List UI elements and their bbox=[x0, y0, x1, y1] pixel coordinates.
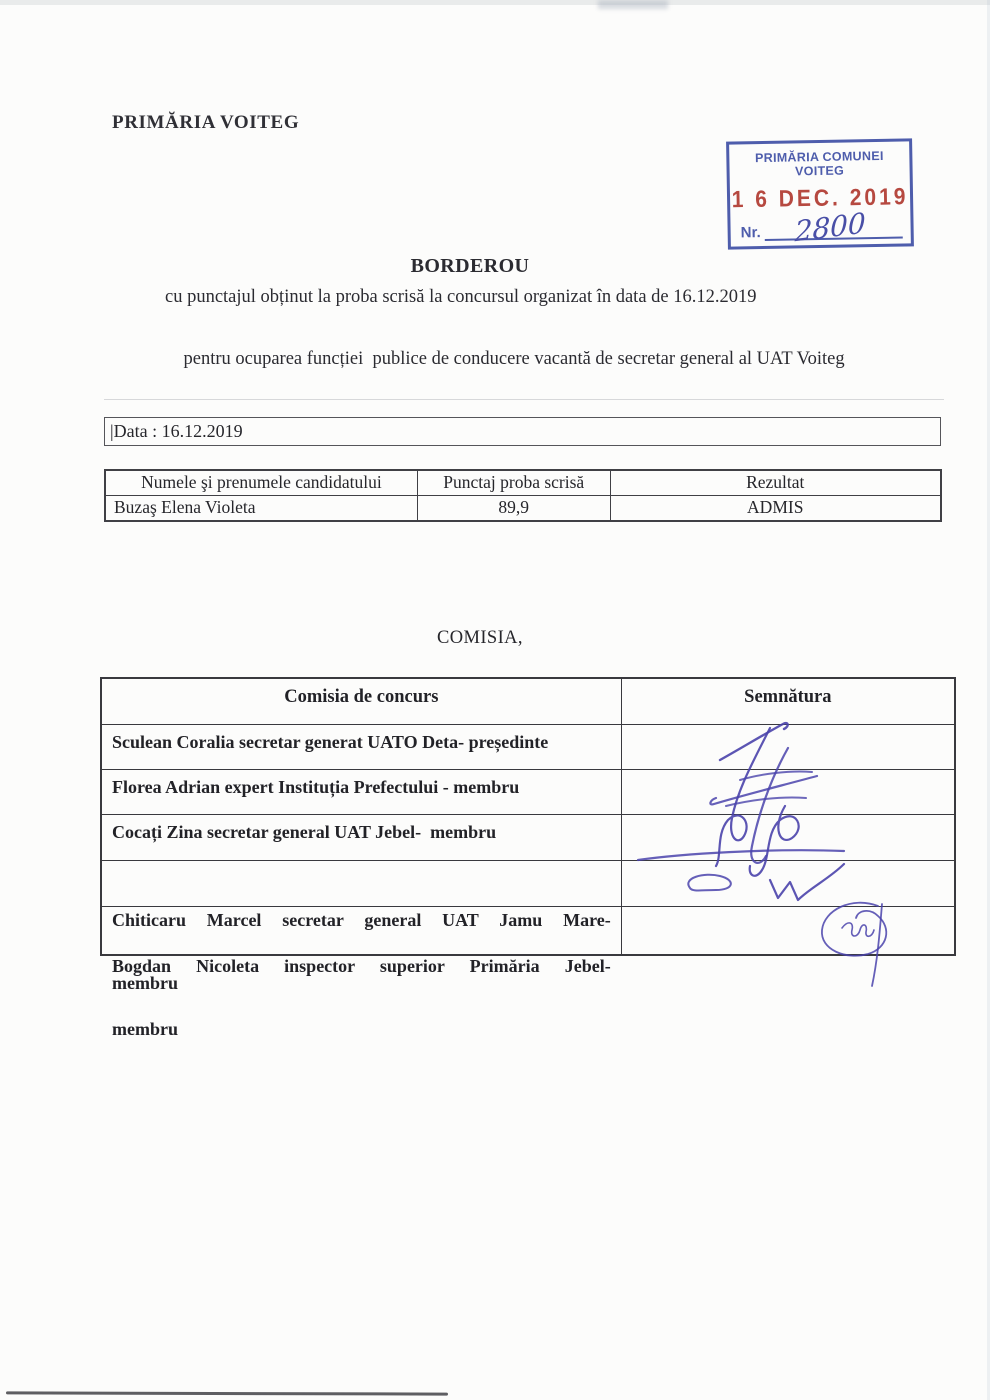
signature-cell-5 bbox=[622, 907, 954, 954]
candidate-result: ADMIS bbox=[747, 497, 804, 517]
candidate-name: Buzaş Elena Violeta bbox=[106, 496, 418, 520]
signature-cell-3 bbox=[622, 815, 954, 860]
registration-stamp bbox=[726, 138, 914, 249]
commission-row-1 bbox=[102, 725, 954, 770]
signature-cell-4 bbox=[622, 861, 954, 906]
signature-cell-1 bbox=[622, 725, 954, 769]
commission-row-2 bbox=[102, 770, 954, 815]
date-box: |Data : 16.12.2019 bbox=[104, 417, 941, 446]
stamp-number-label: Nr. bbox=[740, 224, 761, 242]
results-header-score: Punctaj proba scrisă bbox=[418, 471, 611, 495]
member-4-line-2: membru bbox=[112, 973, 178, 993]
results-table-row bbox=[106, 496, 940, 520]
document-subtitle bbox=[165, 282, 925, 406]
commission-table bbox=[100, 677, 956, 1039]
org-name: PRIMĂRIA VOITEG bbox=[112, 112, 300, 133]
subtitle-line-1: cu punctajul obținut la proba scrisă la concursul organizat în data de 16.12.2019 bbox=[165, 287, 757, 307]
commission-member-3: Cocați Zina secretar general UAT Jebel- membru bbox=[102, 815, 622, 860]
commission-heading: COMISIA, bbox=[437, 628, 523, 648]
stamp-date: 1 6 DEC. 2019 bbox=[731, 184, 909, 213]
member-4-line-1: Chiticaru Marcel secretar general UAT Jamu Mare- bbox=[112, 910, 611, 930]
commission-header-row bbox=[102, 679, 954, 725]
commission-member-2: Florea Adrian expert Instituția Prefectului - membru bbox=[102, 770, 622, 814]
scan-artifact-smudge bbox=[598, 0, 668, 9]
commission-member-1: Sculean Coralia secretar generat UATO Deta- președinte bbox=[102, 725, 622, 769]
signature-cell-2 bbox=[622, 770, 954, 814]
document-title: BORDEROU bbox=[410, 255, 530, 277]
signature-header-label: Semnătura bbox=[744, 687, 832, 707]
commission-member-5 bbox=[102, 907, 622, 1039]
candidate-score: 89,9 bbox=[418, 496, 611, 520]
results-header-result: Rezultat bbox=[746, 472, 805, 492]
stamp-org-text: PRIMĂRIA COMUNEI VOITEG bbox=[754, 148, 884, 179]
stamp-number-handwritten: 2800 bbox=[794, 206, 866, 249]
results-table bbox=[104, 469, 942, 522]
results-header-name: Numele şi prenumele candidatului bbox=[106, 471, 418, 495]
scan-artifact-top bbox=[0, 0, 990, 5]
commission-row-3 bbox=[102, 815, 954, 861]
member-5-line-1: Bogdan Nicoleta inspector superior Primăria Jebel- bbox=[112, 956, 611, 976]
stamp-number-line bbox=[764, 206, 903, 249]
commission-row-5 bbox=[102, 907, 954, 1039]
scan-artifact-bottom-line bbox=[6, 1391, 448, 1395]
subtitle-line-2: pentru ocuparea funcției publice de conducere vacantă de secretar general al UAT Voiteg bbox=[183, 349, 845, 369]
commission-header-label: Comisia de concurs bbox=[102, 679, 622, 724]
results-table-header-row bbox=[106, 471, 940, 496]
stamp-number-row bbox=[740, 206, 903, 249]
member-5-line-2: membru bbox=[112, 1019, 178, 1039]
scan-faint-line bbox=[104, 399, 944, 400]
